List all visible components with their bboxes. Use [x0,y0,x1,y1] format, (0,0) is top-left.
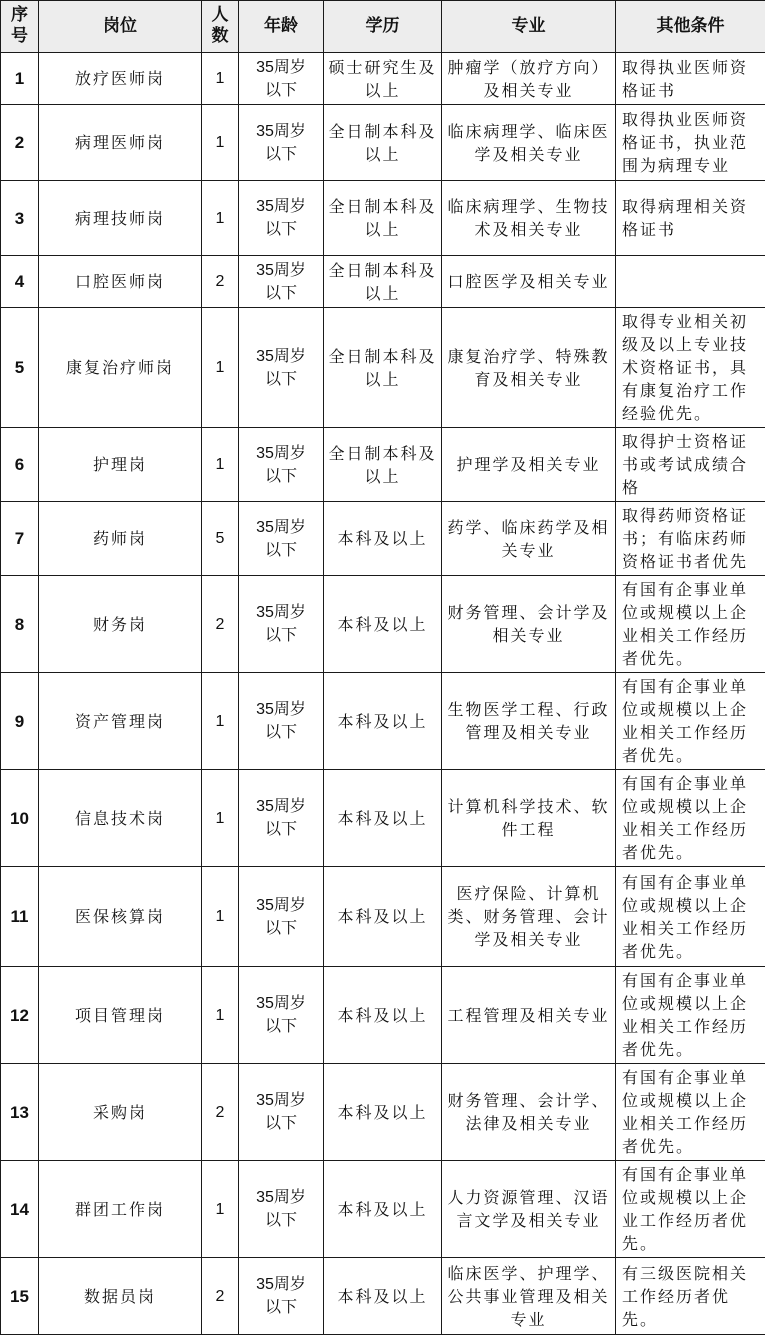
cell-position: 医保核算岗 [39,867,202,967]
cell-no: 5 [1,308,39,428]
header-count-label: 人数 [211,5,229,47]
header-no-label: 序号 [11,5,29,47]
cell-other: 有国有企事业单位或规模以上企业工作经历者优先。 [616,1161,765,1258]
cell-other: 取得病理相关资格证书 [616,181,765,256]
cell-position: 群团工作岗 [39,1161,202,1258]
cell-age: 35周岁 以下 [239,105,324,181]
cell-age: 35周岁 以下 [239,53,324,105]
cell-no: 9 [1,673,39,770]
cell-age: 35周岁 以下 [239,308,324,428]
cell-position: 财务岗 [39,576,202,673]
cell-count: 2 [202,1258,239,1335]
cell-age: 35周岁 以下 [239,770,324,867]
cell-other: 取得药师资格证书；有临床药师资格证书者优先 [616,502,765,576]
cell-major: 口腔医学及相关专业 [442,256,616,308]
cell-other: 有国有企事业单位或规模以上企业相关工作经历者优先。 [616,770,765,867]
cell-other: 有国有企事业单位或规模以上企业相关工作经历者优先。 [616,576,765,673]
cell-education: 全日制本科及以上 [324,308,442,428]
cell-age: 35周岁 以下 [239,1064,324,1161]
cell-education: 本科及以上 [324,576,442,673]
cell-major: 财务管理、会计学、法律及相关专业 [442,1064,616,1161]
cell-position: 口腔医师岗 [39,256,202,308]
cell-position: 采购岗 [39,1064,202,1161]
table-row [1,256,765,308]
cell-education: 本科及以上 [324,967,442,1064]
table-row [1,576,765,673]
cell-no: 6 [1,428,39,502]
cell-no: 10 [1,770,39,867]
cell-age: 35周岁 以下 [239,867,324,967]
cell-no: 8 [1,576,39,673]
cell-education: 本科及以上 [324,673,442,770]
cell-major: 医疗保险、计算机类、财务管理、会计学及相关专业 [442,867,616,967]
table-row [1,1064,765,1161]
cell-education: 本科及以上 [324,1161,442,1258]
cell-no: 4 [1,256,39,308]
cell-age: 35周岁 以下 [239,1161,324,1258]
cell-count: 1 [202,673,239,770]
cell-other: 取得护士资格证书或考试成绩合格 [616,428,765,502]
cell-position: 护理岗 [39,428,202,502]
cell-position: 数据员岗 [39,1258,202,1335]
cell-other: 有三级医院相关工作经历者优先。 [616,1258,765,1335]
cell-position: 项目管理岗 [39,967,202,1064]
cell-no: 14 [1,1161,39,1258]
cell-other: 有国有企事业单位或规模以上企业相关工作经历者优先。 [616,967,765,1064]
table-row [1,181,765,256]
cell-major: 临床病理学、临床医学及相关专业 [442,105,616,181]
cell-major: 人力资源管理、汉语言文学及相关专业 [442,1161,616,1258]
cell-count: 2 [202,576,239,673]
cell-education: 全日制本科及以上 [324,105,442,181]
cell-position: 药师岗 [39,502,202,576]
cell-count: 1 [202,967,239,1064]
cell-major: 财务管理、会计学及相关专业 [442,576,616,673]
cell-major: 计算机科学技术、软件工程 [442,770,616,867]
cell-age: 35周岁 以下 [239,181,324,256]
table-row [1,673,765,770]
cell-no: 7 [1,502,39,576]
cell-other: 有国有企事业单位或规模以上企业相关工作经历者优先。 [616,1064,765,1161]
cell-other [616,256,765,308]
header-other: 其他条件 [616,1,765,53]
cell-age: 35周岁 以下 [239,576,324,673]
cell-education: 本科及以上 [324,1064,442,1161]
table-row [1,867,765,967]
table-row [1,502,765,576]
header-major: 专业 [442,1,616,53]
cell-education: 全日制本科及以上 [324,181,442,256]
cell-other: 有国有企事业单位或规模以上企业相关工作经历者优先。 [616,867,765,967]
header-no [1,1,39,53]
cell-major: 康复治疗学、特殊教育及相关专业 [442,308,616,428]
table-row [1,770,765,867]
cell-count: 1 [202,867,239,967]
cell-no: 11 [1,867,39,967]
cell-count: 1 [202,53,239,105]
cell-major: 临床医学、护理学、公共事业管理及相关专业 [442,1258,616,1335]
cell-count: 1 [202,105,239,181]
cell-position: 资产管理岗 [39,673,202,770]
cell-no: 13 [1,1064,39,1161]
cell-age: 35周岁 以下 [239,1258,324,1335]
cell-count: 1 [202,308,239,428]
cell-other: 取得专业相关初级及以上专业技术资格证书，具有康复治疗工作经验优先。 [616,308,765,428]
cell-no: 2 [1,105,39,181]
cell-education: 硕士研究生及以上 [324,53,442,105]
cell-education: 本科及以上 [324,1258,442,1335]
cell-count: 1 [202,428,239,502]
cell-count: 1 [202,770,239,867]
cell-education: 本科及以上 [324,867,442,967]
cell-major: 药学、临床药学及相关专业 [442,502,616,576]
table-body [1,53,765,1335]
cell-other: 取得执业医师资格证书，执业范围为病理专业 [616,105,765,181]
cell-major: 生物医学工程、行政管理及相关专业 [442,673,616,770]
header-row [1,1,765,53]
cell-major: 临床病理学、生物技术及相关专业 [442,181,616,256]
header-count [202,1,239,53]
cell-count: 2 [202,256,239,308]
cell-age: 35周岁 以下 [239,428,324,502]
cell-count: 2 [202,1064,239,1161]
cell-age: 35周岁 以下 [239,673,324,770]
cell-position: 病理技师岗 [39,181,202,256]
table-row [1,53,765,105]
table-row [1,1258,765,1335]
cell-education: 全日制本科及以上 [324,428,442,502]
cell-position: 病理医师岗 [39,105,202,181]
cell-age: 35周岁 以下 [239,502,324,576]
cell-no: 3 [1,181,39,256]
table-row [1,428,765,502]
cell-no: 1 [1,53,39,105]
cell-position: 信息技术岗 [39,770,202,867]
table-row [1,105,765,181]
cell-age: 35周岁 以下 [239,256,324,308]
cell-age: 35周岁 以下 [239,967,324,1064]
table-row [1,1161,765,1258]
cell-no: 12 [1,967,39,1064]
cell-position: 放疗医师岗 [39,53,202,105]
cell-count: 1 [202,181,239,256]
header-education: 学历 [324,1,442,53]
cell-other: 取得执业医师资格证书 [616,53,765,105]
cell-other: 有国有企事业单位或规模以上企业相关工作经历者优先。 [616,673,765,770]
cell-education: 全日制本科及以上 [324,256,442,308]
table-row [1,308,765,428]
cell-position: 康复治疗师岗 [39,308,202,428]
cell-education: 本科及以上 [324,770,442,867]
cell-education: 本科及以上 [324,502,442,576]
table-row [1,967,765,1064]
cell-no: 15 [1,1258,39,1335]
cell-major: 肿瘤学（放疗方向）及相关专业 [442,53,616,105]
header-age: 年龄 [239,1,324,53]
cell-major: 工程管理及相关专业 [442,967,616,1064]
cell-major: 护理学及相关专业 [442,428,616,502]
header-position: 岗位 [39,1,202,53]
cell-count: 1 [202,1161,239,1258]
cell-count: 5 [202,502,239,576]
